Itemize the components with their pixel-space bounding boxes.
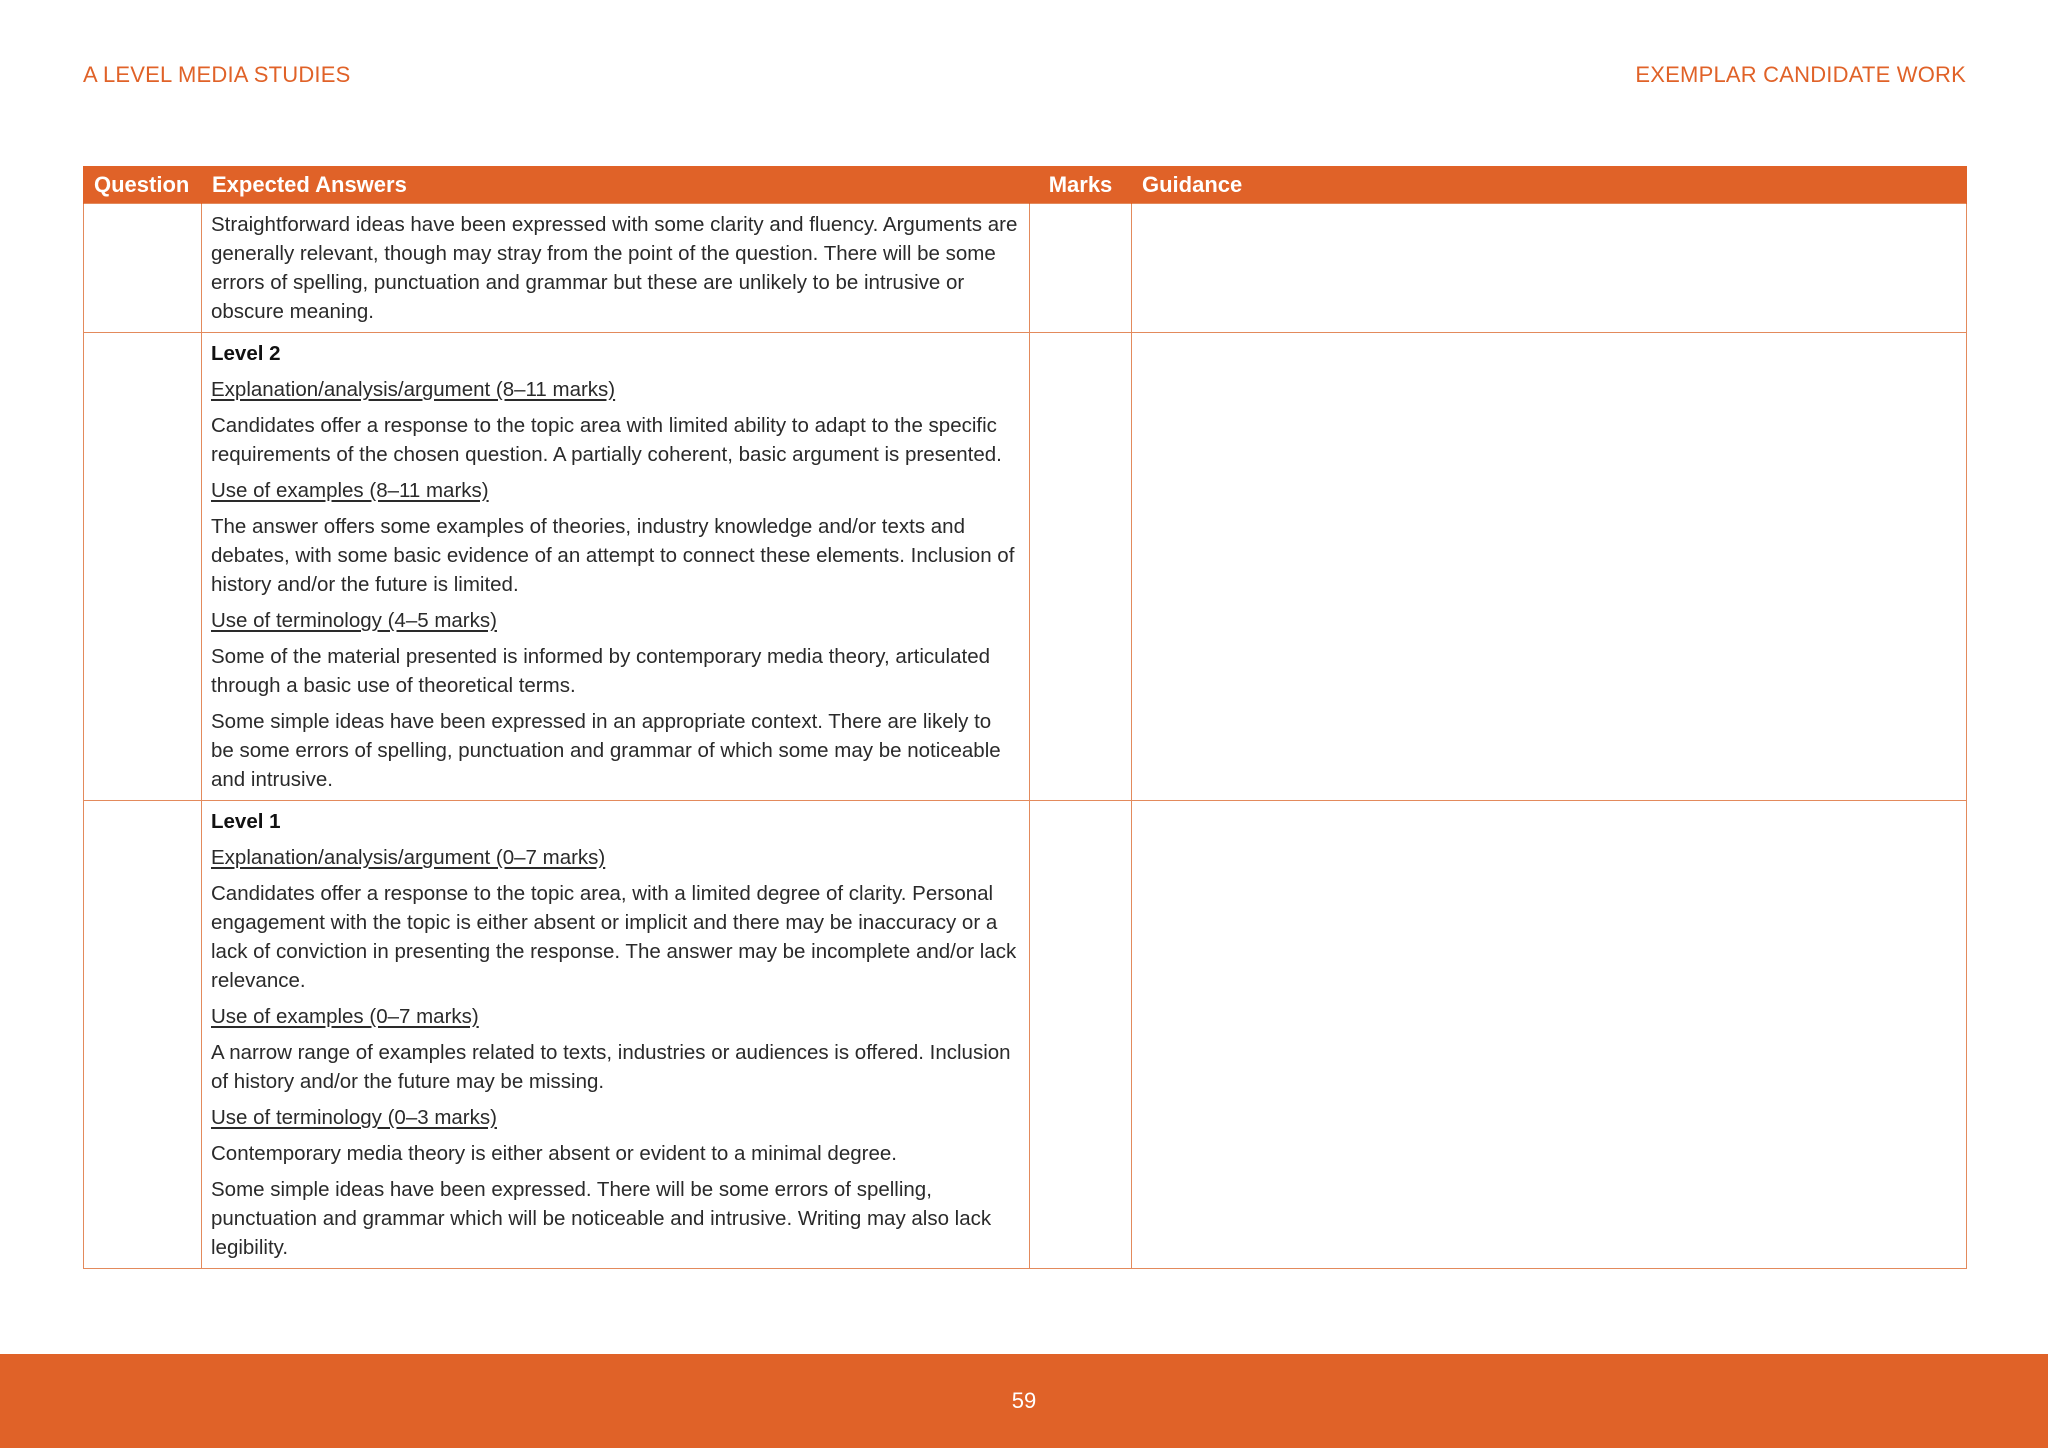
running-header-subject: A LEVEL MEDIA STUDIES: [83, 62, 351, 87]
terminology-text: Some of the material presented is informed by contemporary media theory, articulated through a basic use of theoretical terms.: [211, 645, 990, 697]
terminology-heading: Use of terminology (4–5 marks): [211, 609, 497, 632]
level-2-title: Level 2: [211, 342, 281, 365]
marks-cell: [1030, 801, 1132, 1269]
examples-text: A narrow range of examples related to texts, industries or audiences is offered. Inclusion of history and/or the future may be missing.: [211, 1041, 1011, 1093]
column-header-question: Question: [84, 166, 202, 204]
mark-scheme-table: [83, 166, 1967, 1269]
expected-answers-cell: [202, 333, 1030, 801]
examples-text: The answer offers some examples of theories, industry knowledge and/or texts and debates, with some basic evidence of an attempt to connect these elements. Inclusion of history and/or the future is limited.: [211, 515, 1015, 596]
explanation-text: Candidates offer a response to the topic area with limited ability to adapt to the specific requirements of the chosen question. A partially coherent, basic argument is presented.: [211, 414, 1002, 466]
question-cell: [84, 204, 202, 333]
terminology-text: Contemporary media theory is either absent or evident to a minimal degree.: [211, 1142, 897, 1165]
table-row-level-2: [84, 333, 1967, 801]
guidance-cell: [1132, 204, 1967, 333]
examples-heading: Use of examples (0–7 marks): [211, 1005, 479, 1028]
level-1-title: Level 1: [211, 810, 281, 833]
question-cell: [84, 333, 202, 801]
expected-answers-cell: [202, 204, 1030, 333]
table-row: [84, 204, 1967, 333]
explanation-heading: Explanation/analysis/argument (8–11 marks): [211, 378, 616, 401]
expression-text: Some simple ideas have been expressed. There will be some errors of spelling, punctuation and grammar which will be noticeable and intrusive. Writing may also lack legibility.: [211, 1178, 992, 1259]
table-header-row: [84, 166, 1967, 204]
terminology-heading: Use of terminology (0–3 marks): [211, 1106, 497, 1129]
expression-text: Some simple ideas have been expressed in an appropriate context. There are likely to be some errors of spelling, punctuation and grammar of which some may be noticeable and intrusive.: [211, 710, 1001, 791]
column-header-guidance: Guidance: [1132, 166, 1967, 204]
column-header-marks: Marks: [1030, 166, 1132, 204]
marks-cell: [1030, 204, 1132, 333]
explanation-text: Candidates offer a response to the topic area, with a limited degree of clarity. Personal engagement with the topic is either absent or implicit and there may be inaccuracy or a lack of conviction in presenting the response. The answer may be incomplete and/or lack relevance.: [211, 882, 1017, 992]
page-number: 59: [1011, 1388, 1037, 1413]
running-header-section: EXEMPLAR CANDIDATE WORK: [1635, 62, 1966, 87]
expected-answers-cell: [202, 801, 1030, 1269]
table-row-level-1: [84, 801, 1967, 1269]
marks-cell: [1030, 333, 1132, 801]
guidance-cell: [1132, 801, 1967, 1269]
expression-text: Straightforward ideas have been expressed with some clarity and fluency. Arguments are generally relevant, though may stray from the point of the question. There will be some errors of spelling, punctuation and grammar but these are unlikely to be intrusive or obscure meaning.: [211, 213, 1018, 323]
guidance-cell: [1132, 333, 1967, 801]
explanation-heading: Explanation/analysis/argument (0–7 marks): [211, 846, 606, 869]
question-cell: [84, 801, 202, 1269]
column-header-expected-answers: Expected Answers: [202, 166, 1030, 204]
examples-heading: Use of examples (8–11 marks): [211, 479, 489, 502]
